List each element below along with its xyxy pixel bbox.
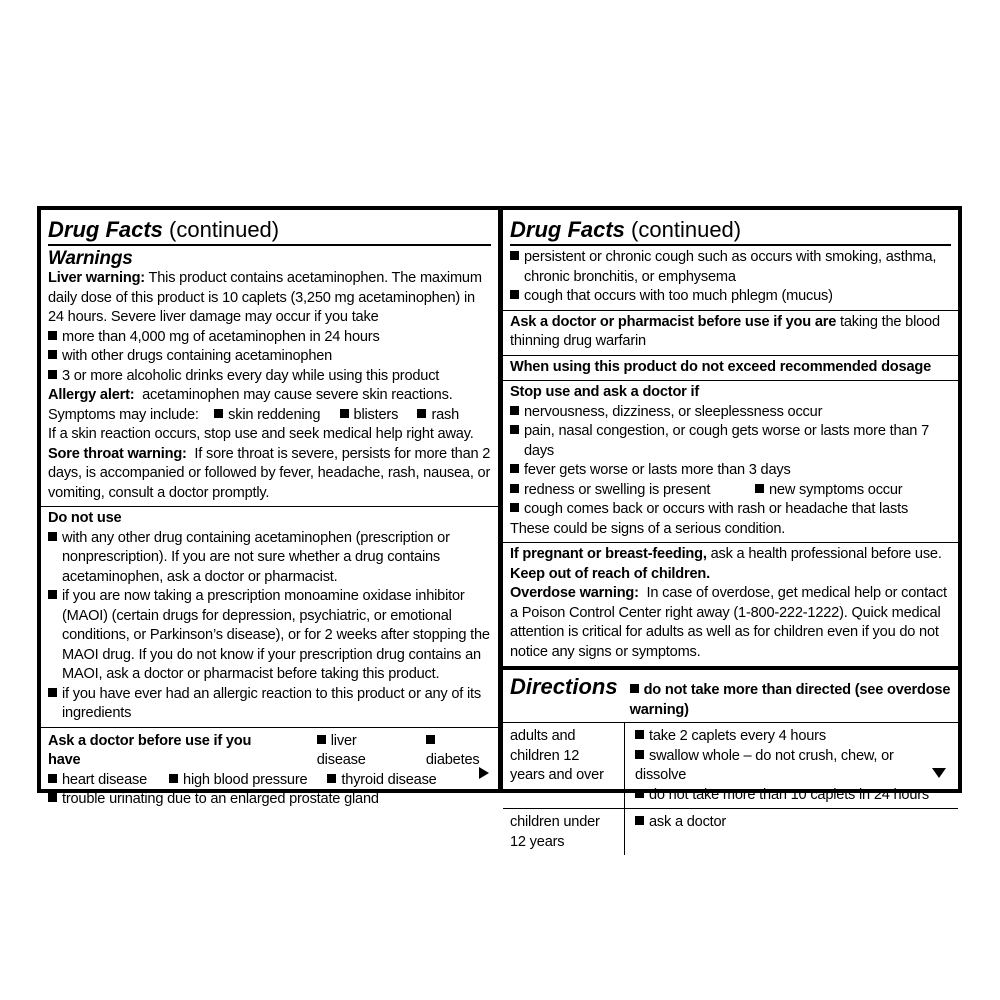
right-header bbox=[510, 216, 951, 246]
ask-doctor-item: high blood pressure bbox=[169, 771, 307, 791]
bullet-square-icon bbox=[48, 688, 57, 697]
liver-item: 3 or more alcoholic drinks every day while using this product bbox=[48, 367, 491, 387]
bullet-square-icon bbox=[635, 730, 644, 739]
bullet-square-icon bbox=[48, 532, 57, 541]
directions-who: children under 12 years bbox=[503, 809, 625, 855]
continued-items-section bbox=[503, 246, 958, 311]
bullet-square-icon bbox=[327, 774, 336, 783]
warnings-title: Warnings bbox=[48, 248, 133, 269]
stop-use-after: These could be signs of a serious condition. bbox=[510, 520, 786, 537]
ask-pharmacist-section: Ask a doctor or pharmacist before use if you are taking the blood thinning drug warfarin bbox=[503, 311, 958, 356]
directions-section bbox=[503, 666, 958, 855]
do-not-use-item: with any other drug containing acetaminophen (prescription or nonprescription). If you are not sure whether a drug contains acetaminophen, ask a doctor or pharmacist. bbox=[48, 529, 491, 588]
bullet-square-icon bbox=[510, 464, 519, 473]
pregnancy-overdose-section bbox=[503, 543, 958, 666]
ask-doctor-section bbox=[41, 728, 498, 810]
ask-doctor-item: heart disease bbox=[48, 771, 147, 791]
directions-item: ask a doctor bbox=[635, 813, 948, 833]
bullet-square-icon bbox=[635, 789, 644, 798]
directions-item: swallow whole – do not crush, chew, or dissolve bbox=[635, 747, 894, 783]
bullet-square-icon bbox=[48, 331, 57, 340]
stop-use-section bbox=[503, 381, 958, 543]
directions-item: take 2 caplets every 4 hours bbox=[635, 727, 948, 747]
bullet-square-icon bbox=[635, 816, 644, 825]
do-not-use-section bbox=[41, 507, 498, 728]
left-header bbox=[48, 216, 491, 246]
do-not-use-title: Do not use bbox=[48, 510, 122, 526]
ask-doctor-item: diabetes bbox=[426, 732, 491, 771]
bullet-square-icon bbox=[48, 590, 57, 599]
ask-pharmacist-label: Ask a doctor or pharmacist before use if you are bbox=[510, 313, 837, 330]
bullet-square-icon bbox=[426, 735, 435, 744]
bullet-square-icon bbox=[48, 370, 57, 379]
pregnant-line: If pregnant or breast-feeding, ask a health professional before use. bbox=[510, 546, 942, 562]
bullet-square-icon bbox=[630, 684, 639, 693]
bullet-square-icon bbox=[510, 290, 519, 299]
continued-label: (continued) bbox=[169, 217, 280, 242]
drug-facts-title: Drug Facts bbox=[510, 217, 625, 242]
stop-use-title: Stop use and ask a doctor if bbox=[510, 384, 700, 400]
stop-use-item: fever gets worse or lasts more than 3 days bbox=[510, 461, 951, 481]
liver-warning-label: Liver warning: bbox=[48, 270, 145, 286]
liver-item: more than 4,000 mg of acetaminophen in 24 hours bbox=[48, 328, 491, 348]
liver-warning bbox=[48, 269, 491, 328]
bullet-square-icon bbox=[48, 774, 57, 783]
right-column bbox=[503, 210, 958, 850]
directions-row-adults bbox=[503, 723, 958, 809]
liver-warning-text: This product contains acetaminophen. The maximum daily dose of this product is 10 caplets (3,250 mg acetaminophen) in 24 hours. Severe liver damage may occur if you take bbox=[48, 270, 482, 325]
directions-title: Directions bbox=[510, 674, 618, 699]
bullet-square-icon bbox=[214, 409, 223, 418]
directions-row-children bbox=[503, 809, 958, 855]
directions-who: adults and children 12 years and over bbox=[503, 723, 625, 808]
continued-label: (continued) bbox=[631, 217, 742, 242]
warnings-section bbox=[41, 246, 498, 507]
continue-arrow-right-icon bbox=[479, 767, 489, 779]
do-not-use-item: if you have ever had an allergic reaction to this product or any of its ingredients bbox=[48, 685, 491, 724]
allergy-alert-label: Allergy alert: bbox=[48, 387, 135, 403]
ask-doctor-title: Ask a doctor before use if you have bbox=[48, 732, 252, 768]
bullet-square-icon bbox=[510, 484, 519, 493]
sore-throat-label: Sore throat warning: bbox=[48, 445, 187, 462]
stop-use-item: nervousness, dizziness, or sleeplessness occur bbox=[510, 403, 951, 423]
bullet-square-icon bbox=[417, 409, 426, 418]
when-using-section: When using this product do not exceed recommended dosage bbox=[503, 356, 958, 382]
allergy-after: If a skin reaction occurs, stop use and seek medical help right away. bbox=[48, 426, 474, 442]
bullet-square-icon bbox=[510, 251, 519, 260]
stop-use-item: redness or swelling is present bbox=[510, 481, 755, 501]
bullet-square-icon bbox=[635, 750, 644, 759]
allergy-alert: Allergy alert: acetaminophen may cause severe skin reactions. bbox=[48, 387, 453, 403]
cough-item: cough that occurs with too much phlegm (mucus) bbox=[510, 287, 951, 307]
continue-arrow-down-icon bbox=[932, 768, 946, 778]
sore-throat-warning: Sore throat warning: If sore throat is severe, persists for more than 2 days, is accompanied or followed by fever, headache, rash, nausea, or vomiting, consult a doctor promptly. bbox=[48, 445, 491, 501]
bullet-square-icon bbox=[510, 425, 519, 434]
overdose-warning: Overdose warning: In case of overdose, get medical help or contact a Poison Control Center right away (1-800-222-1222). Quick medical attention is critical for adults as well as for children even if you do not notice any signs or symptoms. bbox=[510, 585, 947, 660]
bullet-square-icon bbox=[317, 735, 326, 744]
ask-doctor-item: liver disease bbox=[316, 732, 366, 768]
keep-out-line: Keep out of reach of children. bbox=[510, 565, 710, 582]
left-column bbox=[41, 210, 498, 807]
cough-item: persistent or chronic cough such as occurs with smoking, asthma, chronic bronchitis, or emphysema bbox=[510, 248, 951, 287]
bullet-square-icon bbox=[48, 350, 57, 359]
bullet-square-icon bbox=[510, 406, 519, 415]
drug-facts-title: Drug Facts bbox=[48, 217, 163, 242]
bullet-square-icon bbox=[510, 503, 519, 512]
do-not-use-item: if you are now taking a prescription monoamine oxidase inhibitor (MAOI) (certain drugs for depression, psychiatric, or emotional conditions, or Parkinson’s disease), or for 2 weeks after stopping the MAOI drug. If you do not know if your prescription drug contains an MAOI, ask a doctor or pharmacist before taking this product. bbox=[48, 587, 491, 685]
bullet-square-icon bbox=[755, 484, 764, 493]
liver-item: with other drugs containing acetaminophen bbox=[48, 347, 491, 367]
ask-doctor-item: thyroid disease bbox=[327, 771, 436, 791]
directions-note: do not take more than directed (see overdose warning) bbox=[629, 682, 951, 718]
overdose-label: Overdose warning: bbox=[510, 585, 639, 601]
bullet-square-icon bbox=[340, 409, 349, 418]
bullet-square-icon bbox=[48, 793, 57, 802]
ask-doctor-item: trouble urinating due to an enlarged prostate gland bbox=[48, 790, 491, 810]
directions-item: do not take more than 10 caplets in 24 hours bbox=[635, 786, 948, 806]
bullet-square-icon bbox=[169, 774, 178, 783]
stop-use-item: pain, nasal congestion, or cough gets worse or lasts more than 7 days bbox=[510, 422, 951, 461]
allergy-symptoms: Symptoms may include: skin reddening blisters rash bbox=[48, 406, 460, 423]
stop-use-item: new symptoms occur bbox=[755, 481, 902, 501]
stop-use-item: cough comes back or occurs with rash or headache that lasts bbox=[510, 500, 951, 520]
